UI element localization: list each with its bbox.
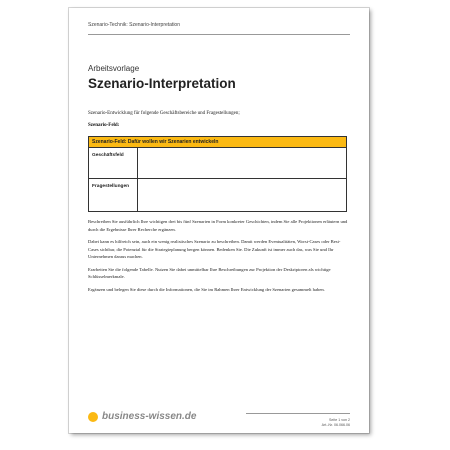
article-number: Art.-Nr. 06.066.06 (321, 423, 350, 427)
row-label-business-field: Geschäftsfeld (89, 148, 138, 178)
running-header: Szenario-Technik: Szenario-Interpretation (88, 22, 180, 28)
body-paragraph-4: Ergänzen und belegen Sie diese durch die Informationen, die Sie im Rahmen Ihrer Entwicklung der Szenarien gesammelt haben. (88, 286, 325, 292)
table-row (89, 179, 346, 211)
body-paragraph-3: Erarbeiten Sie die folgende Tabelle. Nutzen Sie dabei unmittelbar Ihre Beschreibungen zur Projektion der Deskriptoren als wichtige Schlüsselmerkmale. (88, 266, 331, 279)
scenario-field-table (88, 136, 347, 212)
body-paragraph-2: Dabei kann es hilfreich sein, auch ein wenig realistisches Szenario zu beschreiben. Damit werden Eventualitäten, Worst-Cases oder Best-Cases sichtbar, die Potenzial für die Strategieplanung bergen können. Bedenken Sie. Die Zukunft ist immer auch das, was Sie und Ihr Unternehmen daraus machen. (88, 239, 341, 259)
row-label-questions: Fragestellungen (89, 179, 138, 211)
page-number: Seite 1 von 2 (329, 418, 350, 422)
logo-text: business-wissen.de (102, 411, 197, 422)
table-header: Szenario-Feld: Dafür wollen wir Szenarien entwickeln (89, 137, 346, 148)
document-page (69, 8, 369, 433)
logo-dot-icon (88, 412, 98, 422)
row-value-questions[interactable] (138, 179, 346, 211)
row-value-business-field[interactable] (138, 148, 346, 178)
header-divider (88, 34, 350, 35)
body-text (88, 218, 350, 298)
footer-divider (246, 413, 350, 414)
table-row (89, 148, 346, 179)
document-kicker: Arbeitsvorlage (88, 64, 140, 73)
footer-meta (322, 418, 350, 428)
document-title: Szenario-Interpretation (88, 76, 236, 91)
intro-text: Szenario-Entwicklung für folgende Geschäftsbereiche und Fragestellungen; (88, 111, 240, 116)
scenario-field-label: Szenario-Feld: (88, 123, 120, 128)
brand-logo (88, 411, 196, 422)
body-paragraph-1: Beschreiben Sie ausführlich Ihre wichtigen drei bis fünf Szenarien in Form konkreter Geschichten, indem Sie alle Projektionen erläutern und durch die Ergebnisse Ihrer Recherche ergänzen. (88, 219, 348, 232)
